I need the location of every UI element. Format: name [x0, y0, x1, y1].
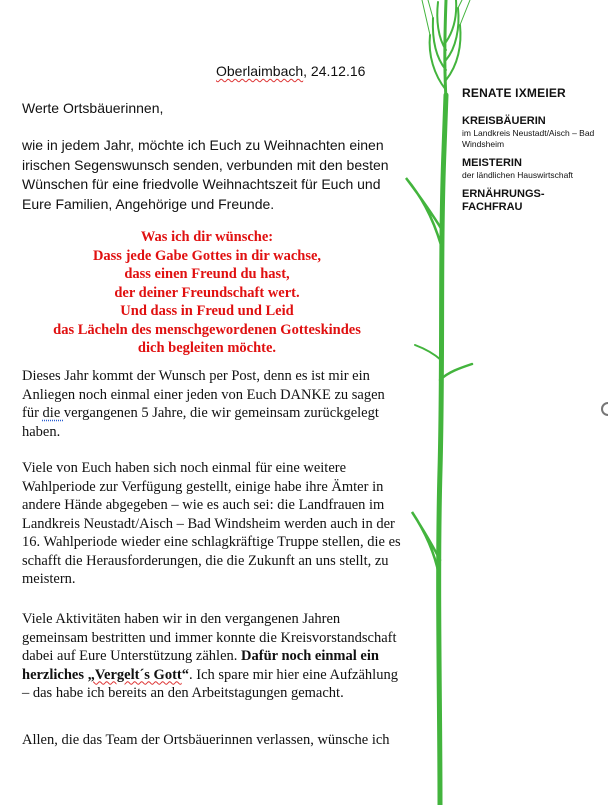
text-run: Dieses Jahr kommt der Wunsch per Post, denn es ist mir ein Anliegen noch einmal einer jeden von Euch DANKE zu sagen für: [22, 368, 385, 421]
poem-line: dich begleiten möchte.: [137, 340, 277, 356]
text-run: “: [181, 666, 189, 683]
text-run: vergangenen 5 Jahre, die wir gemeinsam zurückgelegt haben.: [22, 405, 379, 440]
salutation: Werte Ortsbäuerinnen,: [22, 100, 164, 116]
poem-line: Was ich dir wünsche:: [140, 229, 274, 245]
place-name: Oberlaimbach: [216, 63, 304, 79]
sender-title-detail: im Landkreis Neustadt/Aisch – Bad Windsheim: [462, 128, 595, 149]
poem-line: der deiner Freundschaft wert.: [114, 284, 300, 301]
body-paragraph: [22, 367, 402, 441]
body-paragraph: [22, 610, 402, 703]
sender-title: KREISBÄUERIN: [462, 115, 546, 127]
place-date: [216, 63, 365, 79]
sender-title-detail: der ländlichen Hauswirtschaft: [462, 170, 574, 180]
letterhead-sidebar: [462, 86, 602, 214]
body-paragraph: Allen, die das Team der Ortsbäuerinnen verlassen, wünsche ich: [22, 732, 390, 748]
text-run: Dafür noch einmal ein herzliches: [22, 648, 379, 683]
sender-title: ERNÄHRUNGS-FACHFRAU: [462, 188, 545, 213]
blessing-poem: [22, 228, 392, 358]
grammar-marked-word: die: [42, 405, 64, 421]
body-paragraph: Viele von Euch haben sich noch einmal für eine weitere Wahlperiode zur Verfügung gestellt, einige habe ihre Ämter in andere Hände abgegeben – wie es auch sei: die Landfrauen im Landkreis Neustadt/Aisch – Bad Windsheim werden auch in der 16. Wahlperiode wieder eine schlagkräftige Truppe stellen, die es schafft die Herausforderungen, die die Zukunft an uns stellt, zu meistern.: [22, 460, 401, 587]
poem-line: Und dass in Freud und Leid: [120, 303, 294, 319]
sender-title: MEISTERIN: [462, 157, 522, 169]
spelling-marked-phrase: „Vergelt´s Gott: [87, 666, 182, 683]
text-run: Viele Aktivitäten haben wir in den vergangenen Jahren gemeinsam bestritten und immer konnte die Kreisvorstandschaft dabei auf Eure Unterstützung zählen.: [22, 611, 397, 664]
text-run: . Ich spare mir hier eine Aufzählung – das habe ich bereits an den Arbeitstagungen gemacht.: [22, 666, 398, 701]
letter-date: , 24.12.16: [303, 63, 366, 79]
intro-paragraph: wie in jedem Jahr, möchte ich Euch zu Weihnachten einen irischen Segenswunsch senden, verbunden mit den besten Wünschen für eine friedvolle Weihnachtszeit für Euch und Eure Familien, Angehörige und Freunde.: [22, 137, 389, 212]
poem-line: dass einen Freund du hast,: [124, 266, 290, 282]
poem-line: das Lächeln des menschgewordenen Gotteskindes: [53, 321, 361, 338]
sender-name: RENATE IXMEIER: [462, 86, 566, 100]
page-edge-handle: [601, 402, 608, 416]
poem-line: Dass jede Gabe Gottes in dir wachse,: [92, 247, 322, 264]
